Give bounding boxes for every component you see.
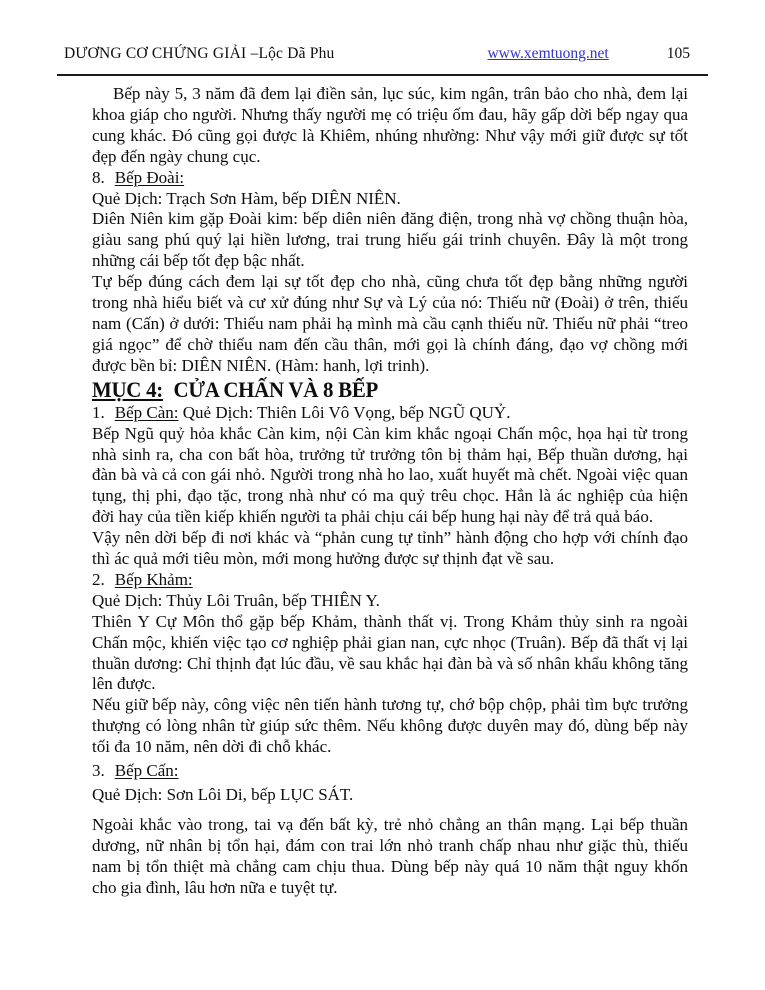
underlined-label: Bếp Khảm: [114, 569, 193, 589]
paragraph [92, 84, 688, 168]
item-heading [92, 168, 688, 189]
text-run: Quẻ Dịch: Trạch Sơn Hàm, bếp DIÊN NIÊN. [92, 188, 401, 208]
text-run: Diên Niên kim gặp Đoài kim: bếp diên niên đăng điện, trong nhà vợ chồng thuận hòa, giàu sang phú quý lại hiền lương, trai trung hiếu gái trinh chuyên. Đây là một trong những cái bếp tốt đẹp bậc nhất. [92, 209, 688, 271]
header-divider [57, 74, 708, 76]
text-run: Thiên Y Cự Môn thổ gặp bếp Khảm, thành thất vị. Trong Khảm thủy sinh ra ngoài Chấn mộc, khiến việc tạo cơ nghiệp phải gian nan, cực nhọc (Truân). Bếp đã thất vị lại thuần dương: Chỉ thịnh đạt lúc đầu, về sau khắc hại đàn bà và số nhân khẩu không tăng lên được. [92, 611, 688, 694]
page-content [92, 84, 688, 899]
paragraph [92, 695, 688, 758]
text-run: Vậy nên dời bếp đi nơi khác và “phản cung tự tỉnh” hành động cho hợp với chính đạo thì ác quả mới tiêu mòn, mới mong hưởng được sự thịnh đạt về sau. [92, 528, 688, 569]
paragraph [92, 785, 688, 806]
paragraph [92, 591, 688, 612]
text-run: CỬA CHẤN VÀ 8 BẾP [168, 376, 379, 402]
paragraph [92, 189, 688, 210]
underlined-label: Bếp Cấn: [114, 761, 179, 781]
page-number: 105 [666, 45, 690, 62]
paragraph [92, 815, 688, 899]
text-run: Quẻ Dịch: Sơn Lôi Di, bếp LỤC SÁT. [92, 785, 354, 804]
item-number: 3. [92, 761, 105, 781]
paragraph [92, 612, 688, 696]
item-number: 8. [92, 167, 105, 187]
paragraph [92, 209, 688, 272]
item-heading [92, 761, 688, 782]
item-heading [92, 403, 688, 424]
underlined-label: Bếp Đoài: [114, 167, 185, 187]
item-heading [92, 570, 688, 591]
text-run: Quẻ Dịch: Thiên Lôi Vô Vọng, bếp NGŨ QUỶ. [178, 402, 511, 422]
paragraph [92, 424, 688, 529]
text-run: Nếu giữ bếp này, công việc nên tiến hành tương tự, chớ bộp chộp, phải tìm bực trưởng thượng có lòng nhân từ giúp sức thêm. Nếu không được duyên may đó, dùng bếp này tối đa 10 năm, nên dời đi chỗ khác. [92, 695, 688, 757]
paragraph [92, 528, 688, 570]
item-number: 2. [92, 569, 105, 589]
website-link[interactable]: www.xemtuong.net [487, 45, 609, 62]
text-run: Bếp Ngũ quỷ hỏa khắc Càn kim, nội Càn kim khắc ngoại Chấn mộc, họa hại từ trong nhà sinh ra, cha con bất hòa, trưởng tử trưởng tôn bị thảm hại, Bếp thuần dương, hại đàn bà và cả con gái nhỏ. Người trong nhà ho lao, xuất huyết mà chết. Ngoài việc quan tụng, thị phi, đạo tặc, trong nhà như có ma quỷ trêu chọc. Hẳn là ác nghiệp của hiện đời hay của tiền kiếp khiến người ta phải chịu cái bếp hung hại này để trả quả báo. [92, 423, 688, 527]
page-header [0, 0, 765, 63]
underlined-label: MỤC 4: [92, 376, 163, 402]
paragraph [92, 272, 688, 377]
text-run: Bếp này 5, 3 năm đã đem lại điền sản, lục súc, kim ngân, trân bảo cho nhà, đem lại khoa giáp cho người. Nhưng thấy người mẹ có triệu ốm đau, hãy gấp dời bếp ngay qua cung khác. Đó cũng gọi được là Khiêm, nhúng nhường: Như vậy mới giữ được sự tốt đẹp đến ngày chung cục. [92, 84, 688, 166]
text-run: Tự bếp đúng cách đem lại sự tốt đẹp cho nhà, cũng chưa tốt đẹp bằng những người trong nhà hiểu biết và cư xử đúng như Sự và Lý của nó: Thiếu nữ (Đoài) ở trên, thiếu nam (Cấn) ở dưới: Thiếu nam phải hạ mình mà cầu cạnh thiếu nữ. Thiếu nữ phải “treo giá ngọc” để chờ thiếu nam đến cầu thân, mới gọi là chính đáng, đạo vợ chồng mới được bền bỉ: DIÊN NIÊN. (Hàm: hanh, lợi trinh). [92, 272, 688, 375]
item-number: 1. [92, 402, 105, 422]
text-run: Ngoài khắc vào trong, tai vạ đến bất kỳ, trẻ nhỏ chẳng an thân mạng. Lại bếp thuần dương, nữ nhân bị tổn hại, đám con trai lớn nhỏ tranh chấp nhau như giặc thù, thiếu nam bị tổn thiệt mà chẳng cam chịu thua. Dùng bếp này quá 10 năm thật nguy khốn cho gia đình, lâu hơn nữa e tuyệt tự. [92, 814, 688, 897]
text-run: Quẻ Dịch: Thủy Lôi Truân, bếp THIÊN Y. [92, 590, 380, 610]
section-heading [92, 377, 646, 403]
underlined-label: Bếp Càn: [114, 402, 179, 422]
book-title: DƯƠNG CƠ CHỨNG GIẢI –Lộc Dã Phu [64, 45, 335, 62]
